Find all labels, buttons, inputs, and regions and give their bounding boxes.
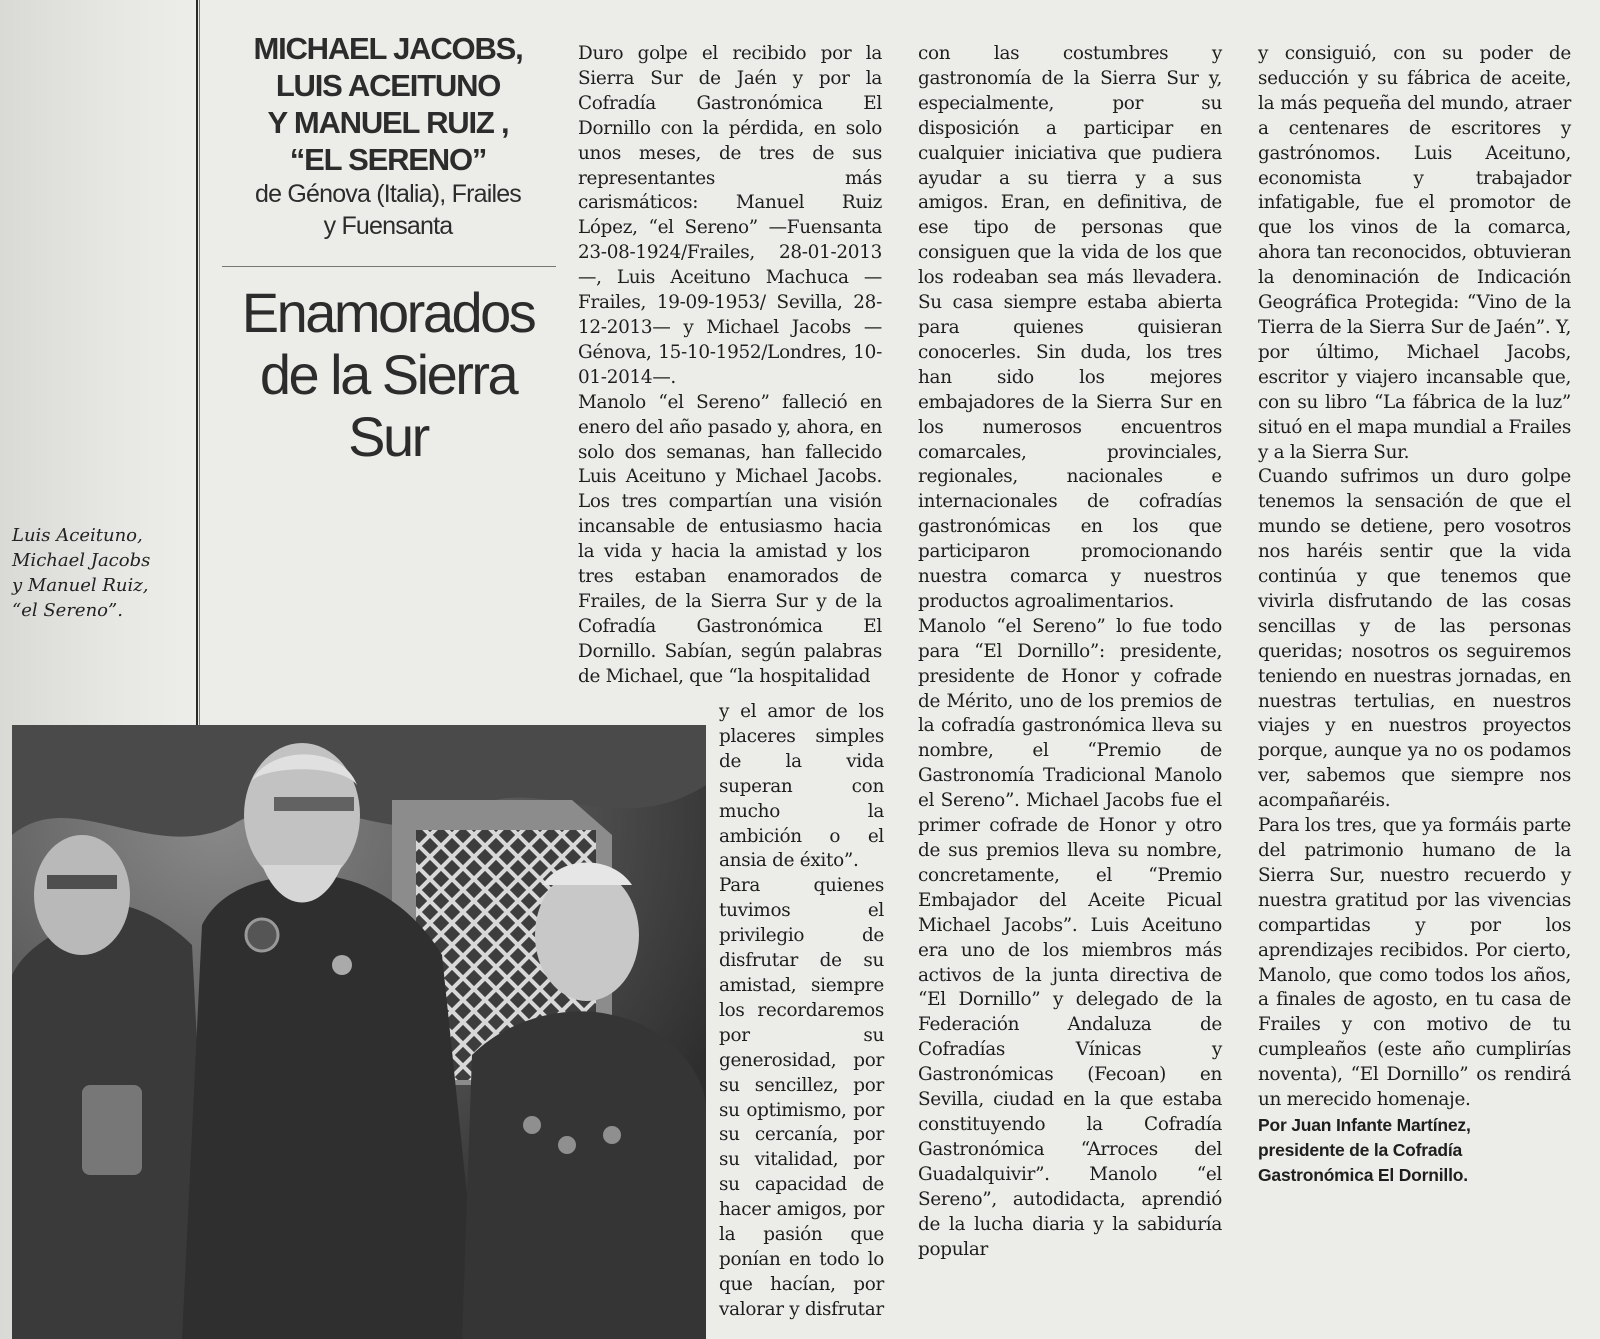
headline-separator <box>222 266 556 267</box>
caption-line: Michael Jacobs <box>12 550 151 571</box>
article-paragraph: Para los tres, que ya formáis parte del patrimonio humano de la Sierra Sur, nuestro recuerdo y nuestra gratitud por las vivencias compartidas y por los aprendizajes recibidos. Por cierto, Manolo, que como todos los años, a finales de agosto, en tu casa de Frailes y con motivo de tu cumpleaños (este año cumplirías noventa), “El Dornillo” os rendirá un merecido homenaje. <box>1258 815 1571 1111</box>
subject-names-block <box>218 30 558 242</box>
article-paragraph: Manolo “el Sereno” falleció en enero del año pasado y, ahora, en solo dos semanas, han fallecido Luis Aceituno y Michael Jacobs. Los tres compartían una visión incansable de entusiasmo hacia la vida y hacia la amistad y los tres estaban enamorados de Frailes, de la Sierra Sur y de la Cofradía Gastronómica El Dornillo. Sabían, según palabras de Michael, que “la hospitalidad <box>578 391 882 687</box>
byline-line: presidente de la Cofradía <box>1258 1139 1463 1160</box>
article-paragraph: Cuando sufrimos un duro golpe tenemos la sensación de que el mundo se detiene, pero vosotros nos haréis sentir que la vida continúa y que tenemos que vivirla disfrutando de las cosas sencillas y de las personas queridas; nosotros os seguiremos teniendo en nuestras jornadas, en nuestras tertulias, en nuestros viajes y en nuestros proyectos porque, aunque ya no os podamos ver, sabemos que siempre nos acompañaréis. <box>1258 466 1571 812</box>
article-paragraph: Duro golpe el recibido por la Sierra Sur de Jaén y por la Cofradía Gastronómica El Dornillo con la pérdida, en solo unos meses, de tres de sus representantes más carismáticos: Manuel Ruiz López, “el Sereno” —Fuensanta 23-08-1924/Frailes, 28-01-2013—, Luis Aceituno Machuca —Frailes, 19-09-1953/ Sevilla, 28-12-2013— y Michael Jacobs —Génova, 15-10-1952/Londres, 10-01-2014—. <box>578 43 882 388</box>
photo-illustration <box>12 725 706 1339</box>
headline-line: Sur <box>348 405 428 468</box>
subject-names <box>218 30 558 178</box>
article-paragraph: con las costumbres y gastronomía de la Sierra Sur y, especialmente, por su disposición a participar en cualquier iniciativa que pudiera ayudar a su tierra y a sus amigos. Eran, en definitiva, de ese tipo de personas que consiguen que la vida de los que los rodeaban sea más llevadera. Su casa siempre estaba abierta para quienes quisieran conocerles. Sin duda, los tres han sido los mejores embajadores de la Sierra Sur en los numerosos encuentros comarcales, provinciales, regionales, nacionales e internacionales de cofradías gastronómicas en los que participaron promocionando nuestra comarca y nuestros productos agroalimentarios. <box>918 43 1222 612</box>
article-column-2 <box>918 42 1222 1262</box>
article-byline <box>1258 1113 1571 1188</box>
name-line: LUIS ACEITUNO <box>275 68 501 103</box>
article-paragraph: Manolo “el Sereno” lo fue todo para “El Dornillo”: presidente, presidente de Honor y cofrade de Mérito, uno de los premios de la cofradía gastronómica lleva su nombre, el “Premio de Gastronomía Tradicional Manolo el Sereno”. Michael Jacobs fue el primer cofrade de Honor y otro de sus premios lleva su nombre, concretamente, el “Premio Embajador del Aceite Picual Michael Jacobs”. Luis Aceituno era uno de los miembros más activos de la junta directiva de “El Dornillo” y delegado de la Federación Andaluza de Cofradías Vínicas y Gastronómicas (Fecoan) en Sevilla, ciudad en la que estaba constituyendo la Cofradía Gastronómica “Arroces del Guadalquivir”. Manolo “el Sereno”, autodidacta, aprendió de la lucha diaria y la sabiduría popular <box>918 615 1222 1260</box>
article-photo <box>12 725 706 1339</box>
article-column-3 <box>1258 42 1571 1188</box>
article-column-1-continued <box>719 700 884 1323</box>
article-paragraph: y el amor de los placeres simples de la vida superan con mucho la ambición o el ansia de éxito”. <box>719 701 884 872</box>
article-headline <box>218 282 558 468</box>
byline-line: Por Juan Infante Martínez, <box>1258 1114 1471 1135</box>
subject-places <box>218 178 558 242</box>
caption-line: y Manuel Ruiz, <box>12 575 149 596</box>
name-line: “EL SERENO” <box>289 142 487 177</box>
name-line: Y MANUEL RUIZ , <box>267 105 509 140</box>
article-paragraph: y consiguió, con su poder de seducción y su fábrica de aceite, la más pequeña del mundo, atraer a centenares de escritores y gastrónomos. Luis Aceituno, economista y trabajador infatigable, fue el promotor de que los vinos de la comarca, ahora tan reconocidos, obtuvieran la denominación de Indicación Geográfica Protegida: “Vino de la Tierra de la Sierra Sur de Jaén”. Y, por último, Michael Jacobs, escritor y viajero incansable que, con su libro “La fábrica de la luz” situó en el mapa mundial a Frailes y a la Sierra Sur. <box>1258 43 1571 463</box>
byline-line: Gastronómica El Dornillo. <box>1258 1164 1468 1185</box>
name-line: MICHAEL JACOBS, <box>253 31 523 66</box>
article-column-1 <box>578 42 882 690</box>
headline-line: de la Sierra <box>259 343 517 406</box>
caption-line: Luis Aceituno, <box>12 525 143 546</box>
headline-line: Enamorados <box>241 281 535 344</box>
article-paragraph: Para quienes tuvimos el privilegio de disfrutar de su amistad, siempre los recordaremos por su generosidad, por su sencillez, por su optimismo, por su cercanía, por su vitalidad, por su capacidad de hacer amigos, por la pasión que ponían en todo lo que hacían, por valorar y disfrutar <box>719 875 884 1320</box>
caption-line: “el Sereno”. <box>12 600 123 621</box>
places-line: de Génova (Italia), Frailes <box>254 180 522 208</box>
places-line: y Fuensanta <box>323 212 453 240</box>
photo-caption <box>12 523 192 623</box>
